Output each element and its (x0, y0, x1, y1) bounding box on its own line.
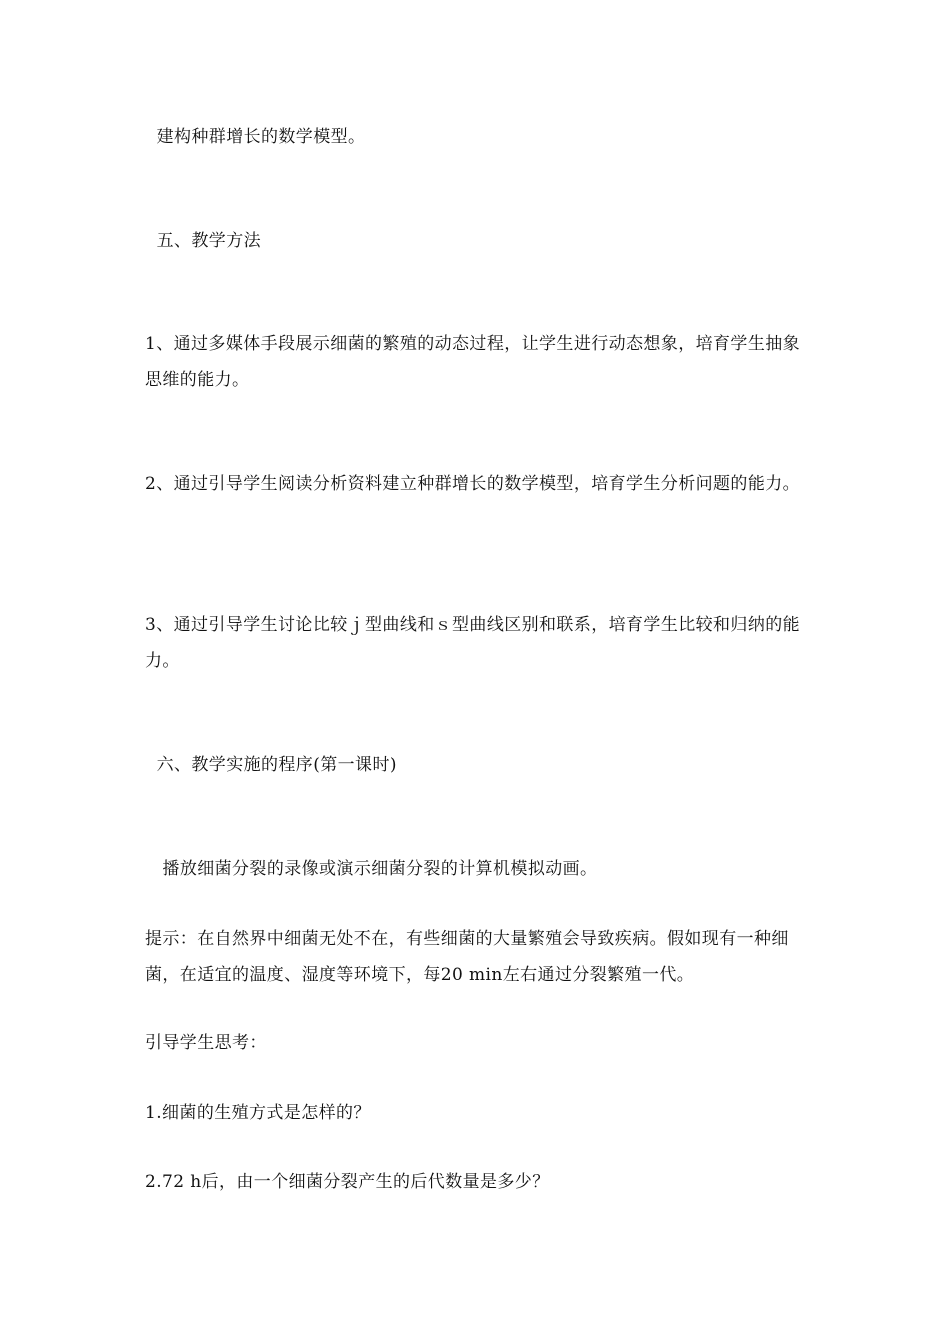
question-2: 2.72 h后，由一个细菌分裂产生的后代数量是多少？ (145, 1172, 550, 1192)
section-heading-teaching-methods: 五、教学方法 (145, 231, 262, 251)
paragraph-tip: 提示：在自然界中细菌无处不在，有些细菌的大量繁殖会导致疾病。假如现有一种细菌，在适宜的温度、湿度等环境下，每20 min左右通过分裂繁殖一代。 (145, 929, 789, 985)
method-item-2: 2、通过引导学生阅读分析资料建立种群增长的数学模型，培育学生分析问题的能力。 (145, 474, 801, 494)
section-heading-implementation: 六、教学实施的程序(第一课时) (145, 755, 397, 775)
paragraph-build-model: 建构种群增长的数学模型。 (145, 127, 366, 147)
paragraph-play-video: 播放细菌分裂的录像或演示细菌分裂的计算机模拟动画。 (145, 859, 598, 879)
paragraph-guide: 引导学生思考： (145, 1033, 267, 1053)
question-1: 1.细菌的生殖方式是怎样的？ (145, 1103, 371, 1123)
method-item-1: 1、通过多媒体手段展示细菌的繁殖的动态过程，让学生进行动态想象，培育学生抽象思维的能力。 (145, 334, 801, 390)
method-item-3: 3、通过引导学生讨论比较ｊ型曲线和ｓ型曲线区别和联系，培育学生比较和归纳的能力。 (145, 615, 801, 671)
